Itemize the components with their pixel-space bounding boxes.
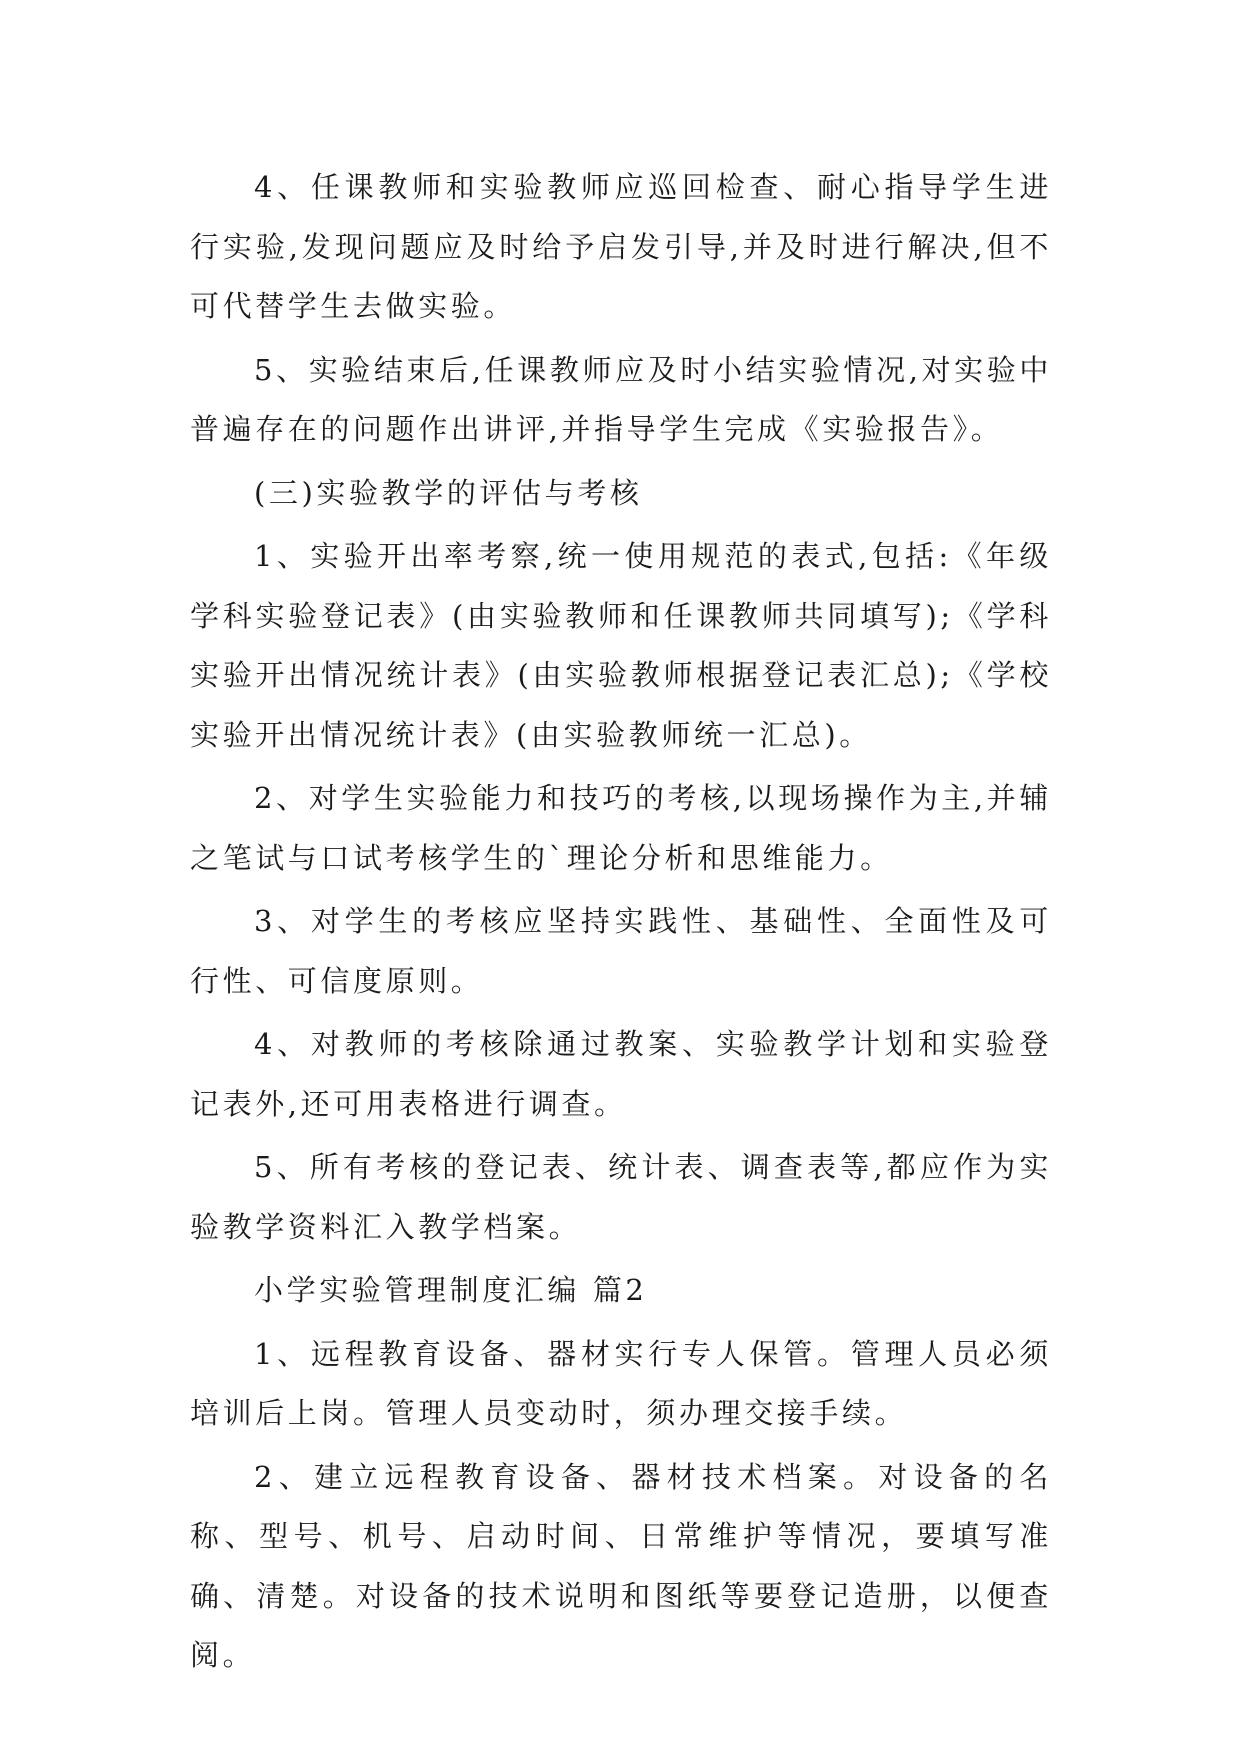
paragraph-item-1-rate: 1、实验开出率考察,统一使用规范的表式,包括:《年级学科实验登记表》(由实验教师和任课教师共同填写);《学科实验开出情况统计表》(由实验教师根据登记表汇总);《学校实验开出情况统计表》(由实验教师统一汇总)。 — [190, 539, 1052, 752]
paragraph-item-4-guidance: 4、任课教师和实验教师应巡回检查、耐心指导学生进行实验,发现问题应及时给予启发引导,并及时进行解决,但不可代替学生去做实验。 — [190, 170, 1052, 323]
section-heading-part-2: 小学实验管理制度汇编 篇2 — [254, 1273, 648, 1307]
paragraph-item-3-principles: 3、对学生的考核应坚持实践性、基础性、全面性及可行性、可信度原则。 — [190, 904, 1052, 998]
paragraph-item-2-student-assessment: 2、对学生实验能力和技巧的考核,以现场操作为主,并辅之笔试与口试考核学生的`理论分析和思维能力。 — [190, 781, 1052, 875]
paragraph-item-2-technical-archive: 2、建立远程教育设备、器材技术档案。对设备的名称、型号、机号、启动时间、日常维护等情况，要填写准确、清楚。对设备的技术说明和图纸等要登记造册，以便查阅。 — [190, 1459, 1052, 1672]
paragraph-item-5-summary: 5、实验结束后,任课教师应及时小结实验情况,对实验中普遍存在的问题作出讲评,并指导学生完成《实验报告》。 — [190, 352, 1052, 446]
paragraph-item-1-custody: 1、远程教育设备、器材实行专人保管。管理人员必须培训后上岗。管理人员变动时，须办理交接手续。 — [190, 1336, 1052, 1430]
section-heading-evaluation: (三)实验教学的评估与考核 — [254, 475, 643, 510]
document-body — [190, 158, 1052, 1690]
paragraph-item-5-archive: 5、所有考核的登记表、统计表、调查表等,都应作为实验教学资料汇入教学档案。 — [190, 1150, 1052, 1244]
paragraph-item-4-teacher-assessment: 4、对教师的考核除通过教案、实验教学计划和实验登记表外,还可用表格进行调查。 — [190, 1027, 1052, 1121]
